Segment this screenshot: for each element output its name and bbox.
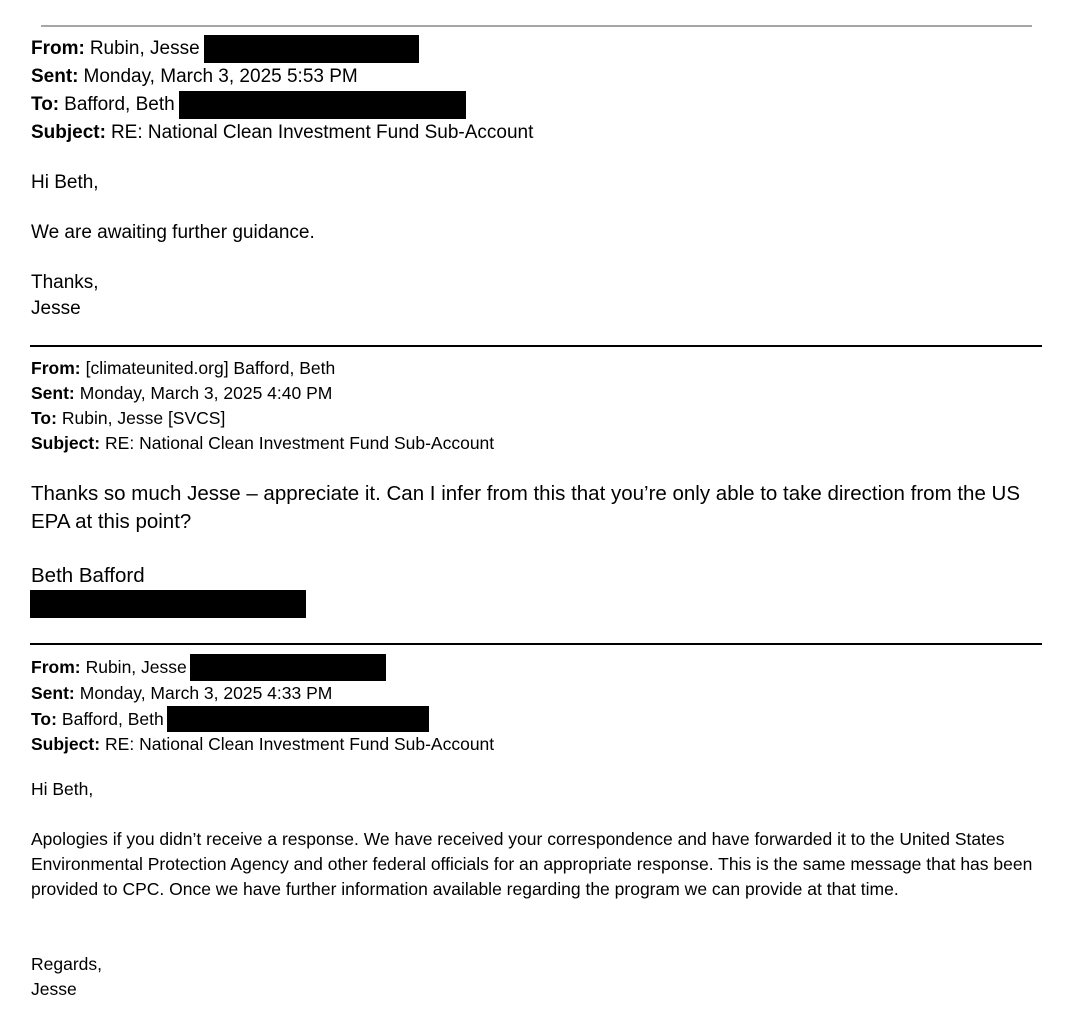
sent-line xyxy=(31,681,494,706)
sent-line xyxy=(31,381,494,406)
to-line xyxy=(31,91,533,119)
to-value: Rubin, Jesse [SVCS] xyxy=(61,408,226,428)
signature: Beth Bafford xyxy=(31,564,145,587)
subject-label: Subject: xyxy=(31,433,101,453)
from-value: Rubin, Jesse xyxy=(89,38,200,60)
top-divider xyxy=(41,25,1032,27)
sent-label: Sent: xyxy=(31,66,79,87)
email-header-1 xyxy=(31,35,533,146)
subject-label: Subject: xyxy=(31,734,101,754)
closing: Thanks, xyxy=(31,272,99,293)
to-line xyxy=(31,706,494,732)
sent-line xyxy=(31,63,533,91)
sent-value: Monday, March 3, 2025 4:33 PM xyxy=(79,683,333,703)
sent-value: Monday, March 3, 2025 4:40 PM xyxy=(79,383,333,403)
to-value: Bafford, Beth xyxy=(61,708,164,729)
subject-line xyxy=(31,732,494,757)
subject-value: RE: National Clean Investment Fund Sub-Account xyxy=(110,121,534,143)
message-body: Thanks so much Jesse – appreciate it. Can I infer from this that you’re only able to take direction from the US EPA at this point? xyxy=(31,482,1021,533)
subject-value: RE: National Clean Investment Fund Sub-Account xyxy=(105,734,495,754)
subject-line xyxy=(31,119,533,147)
to-line xyxy=(31,406,494,431)
email-header-2 xyxy=(31,356,494,456)
greeting: Hi Beth, xyxy=(31,172,99,193)
signature: Jesse xyxy=(31,298,81,319)
closing: Regards, xyxy=(31,954,103,974)
from-line xyxy=(31,356,494,381)
from-line xyxy=(31,654,494,681)
message-body: Apologies if you didn’t receive a response. We have received your correspondence and have forwarded it to the United States Environmental Protection Agency and other federal officials for an appropriate response. This is the same message that has been provided to CPC. Once we have further information available regarding the program we can provide at that time. xyxy=(31,829,1033,899)
to-label: To: xyxy=(31,708,57,729)
from-label: From: xyxy=(31,657,81,677)
signature: Jesse xyxy=(31,979,77,999)
redaction-box xyxy=(167,706,429,732)
to-value: Bafford, Beth xyxy=(64,93,175,115)
redaction-box xyxy=(179,91,466,119)
from-value: [climateunited.org] Bafford, Beth xyxy=(85,358,336,378)
redaction-box xyxy=(30,590,306,618)
sent-label: Sent: xyxy=(31,383,75,403)
email-header-3 xyxy=(31,654,494,757)
subject-value: RE: National Clean Investment Fund Sub-Account xyxy=(105,433,495,453)
sent-value: Monday, March 3, 2025 5:53 PM xyxy=(83,66,358,87)
to-label: To: xyxy=(31,408,57,428)
from-value: Rubin, Jesse xyxy=(85,657,187,677)
from-line xyxy=(31,35,533,63)
email-divider xyxy=(30,643,1042,645)
greeting: Hi Beth, xyxy=(31,779,94,799)
message-body: We are awaiting further guidance. xyxy=(31,222,315,243)
to-label: To: xyxy=(31,93,60,115)
redaction-box xyxy=(204,35,419,63)
sent-label: Sent: xyxy=(31,683,75,703)
from-label: From: xyxy=(31,38,85,60)
subject-label: Subject: xyxy=(31,121,106,143)
subject-line xyxy=(31,431,494,456)
email-divider xyxy=(30,345,1042,347)
from-label: From: xyxy=(31,358,81,378)
redaction-box xyxy=(190,654,386,681)
